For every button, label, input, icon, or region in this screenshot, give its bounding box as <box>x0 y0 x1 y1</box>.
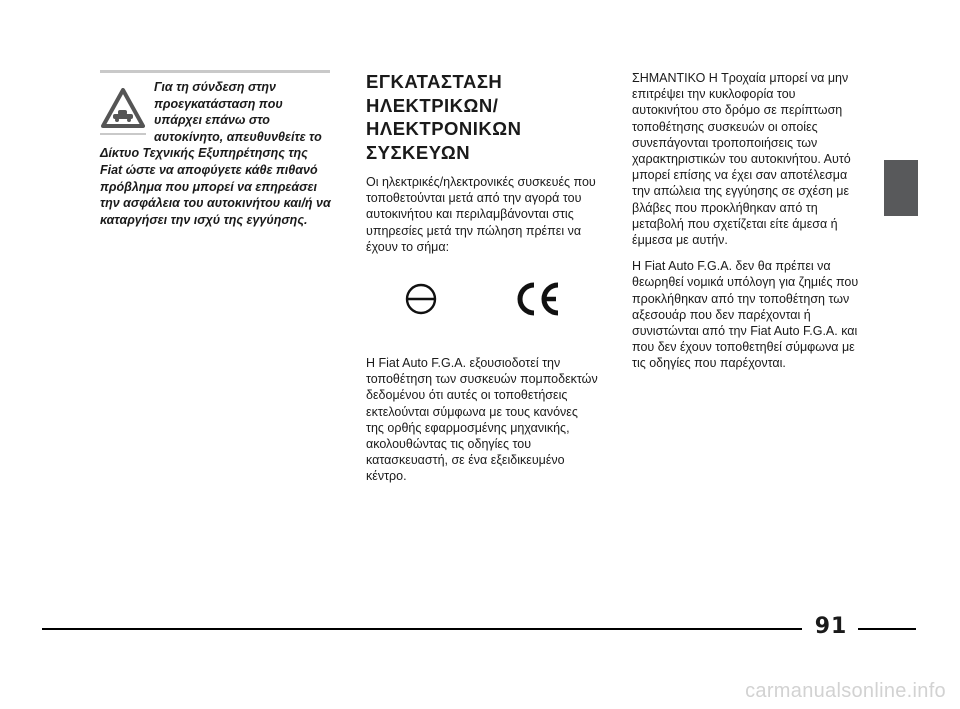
e-mark-icon <box>404 282 438 321</box>
section-tab <box>884 160 918 216</box>
warning-column <box>100 70 332 228</box>
installation-column <box>366 70 598 495</box>
important-note: ΣΗΜΑΝΤΙΚΟ Η Τροχαία μπορεί να μην επιτρέψει την κυκλοφορία του αυτοκινήτου στο δρόμο σε περίπτωση τοποθέτησης συσκευών οι οποίες συνεπάγονται τροποποιήσεις των χαρακτηριστικών του αυτοκινήτου. Αυτό μπορεί επίσης να έχει σαν αποτέλεσμα την απώλεια της εγγύησης σε σχέση με βλάβες που προκλήθηκαν από τη μεταβολή που σχετίζεται είτε άμεσα ή έμμεσα με αυτήν. <box>632 71 851 248</box>
section-heading: ΕΓΚΑΤΑΣΤΑΣΗ ΗΛΕΚΤΡΙΚΩΝ/ ΗΛΕΚΤΡΟΝΙΚΩΝ ΣΥΣΚΕΥΩΝ <box>366 71 522 163</box>
warning-top-rule <box>100 70 330 73</box>
footer-rule-left <box>42 628 802 630</box>
authorization-paragraph: Η Fiat Auto F.G.A. εξουσιοδοτεί την τοποθέτηση των συσκευών πομποδεκτών δεδομένου ότι αυτές οι τοποθετήσεις εκτελούνται σύμφωνα με τους κανόνες της ορθής εφαρμοσμένης μηχανικής, ακολουθώντας τις οδηγίες του κατασκευαστή, σε ένα εξειδικευμένο κέντρο. <box>366 356 598 484</box>
approval-marks <box>366 281 598 321</box>
intro-paragraph: Οι ηλεκτρικές/ηλεκτρονικές συσκευές που τοποθετούνται μετά από την αγορά του αυτοκινήτου και περιλαμβάνονται στις υπηρεσίες μετά την πώληση πρέπει να έχουν το σήμα: <box>366 175 596 254</box>
watermark: carmanualsonline.info <box>745 680 946 702</box>
warning-triangle-icon <box>100 85 146 131</box>
page-number: 91 <box>814 614 848 639</box>
warning-icon-divider <box>100 133 146 135</box>
ce-mark-icon <box>512 279 562 324</box>
footer-rule-right <box>858 628 916 630</box>
liability-disclaimer: Η Fiat Auto F.G.A. δεν θα πρέπει να θεωρηθεί νομικά υπόλογη για ζημιές που προκλήθηκαν από την τοποθέτηση των αξεσουάρ που δεν παρέχονται ή συνιστώνται από την Fiat Auto F.G.A. και που δεν έχουν τοποθετηθεί σύμφωνα με τις οδηγίες που παρέχονται. <box>632 259 859 371</box>
warning-text: Για τη σύνδεση στην προεγκατάσταση που υπάρχει επάνω στο αυτοκίνητο, απευθυνθείτε το Δίκτυο Τεχνικής Εξυπηρέτησης της Fiat ώστε να αποφύγετε κάθε πιθανό πρόβλημα που μπορεί να επηρεάσει την ασφάλεια του αυτοκινήτου και/ή να καταργήσει την ισχύ της εγγύησης. <box>100 80 331 227</box>
notes-column <box>632 70 864 382</box>
warning-box <box>100 79 332 228</box>
